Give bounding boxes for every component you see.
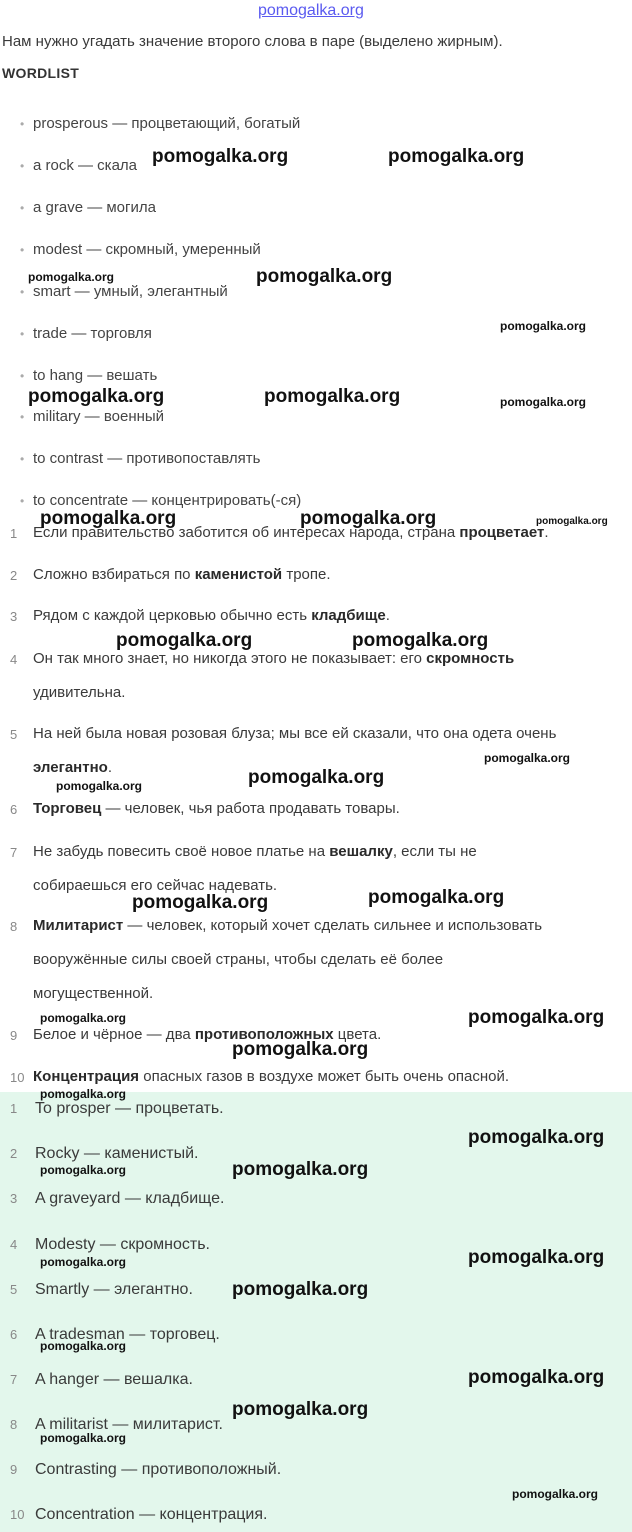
sentence-number: 5 — [10, 727, 18, 742]
sentence-text: , если ты не — [392, 843, 477, 860]
answer-text: Modesty — скромность. — [35, 1236, 210, 1253]
wordlist-item-text: a grave — могила — [33, 199, 156, 216]
sentence-line — [33, 759, 112, 776]
watermark-text: pomogalka.org — [388, 146, 525, 167]
watermark-text: pomogalka.org — [512, 1487, 599, 1501]
watermark-text: pomogalka.org — [116, 630, 253, 651]
sentence-text: тропе. — [282, 566, 331, 583]
answer-text: Concentration — концентрация. — [35, 1506, 268, 1523]
wordlist-item-text: a rock — скала — [33, 157, 138, 174]
sentence-text: собираешься его сейчас надевать. — [33, 877, 278, 894]
answer-item — [10, 1506, 267, 1524]
watermark-text: pomogalka.org — [500, 395, 587, 409]
highlighted-word: скромность — [426, 650, 515, 667]
wordlist-item-text: prosperous — процветающий, богатый — [33, 115, 301, 132]
wordlist-item-text: trade — торговля — [33, 325, 152, 342]
watermark-text: pomogalka.org — [40, 1255, 127, 1269]
sentence-text: удивительна. — [33, 684, 126, 701]
sentence-text: — человек, который хочет сделать сильнее и использовать — [123, 917, 543, 934]
watermark-text: pomogalka.org — [40, 1011, 127, 1025]
bullet-icon: • — [20, 369, 25, 383]
answer-number: 3 — [10, 1191, 18, 1206]
highlighted-word: Концентрация — [33, 1068, 140, 1085]
answer-text: A militarist — милитарист. — [35, 1416, 223, 1433]
answer-item — [10, 1100, 224, 1118]
highlighted-word: Торговец — [33, 800, 102, 817]
wordlist-item — [20, 283, 228, 300]
sentence-line — [33, 1068, 509, 1085]
watermark-text: pomogalka.org — [132, 892, 269, 913]
sentence-text: На ней была новая розовая блуза; мы все ей сказали, что она одета очень — [33, 725, 557, 742]
watermark-text: pomogalka.org — [248, 767, 385, 788]
sentence-line — [33, 566, 331, 583]
watermark-text: pomogalka.org — [232, 1159, 369, 1180]
sentence-text: цвета. — [333, 1026, 382, 1043]
wordlist-item — [20, 199, 156, 216]
watermark-text: pomogalka.org — [40, 1339, 127, 1353]
wordlist-item-text: to hang — вешать — [33, 367, 158, 384]
answers-panel — [0, 1092, 632, 1532]
answer-item — [10, 1371, 193, 1389]
sentence-number: 9 — [10, 1028, 18, 1043]
wordlist-item — [20, 492, 301, 509]
highlighted-word: кладбище — [311, 607, 386, 624]
bullet-icon: • — [20, 327, 25, 341]
answer-text: Contrasting — противоположный. — [35, 1461, 282, 1478]
answer-number: 1 — [10, 1101, 18, 1116]
sentence-text: . — [107, 759, 112, 776]
answer-number: 8 — [10, 1417, 18, 1432]
watermark-text: pomogalka.org — [40, 1431, 127, 1445]
sentence-text: . — [385, 607, 390, 624]
sentence-line — [33, 800, 400, 817]
sentence-text: . — [544, 524, 549, 541]
answer-number: 7 — [10, 1372, 18, 1387]
sentence-text: Рядом с каждой церковью обычно есть — [33, 607, 312, 624]
watermark-text: pomogalka.org — [468, 1247, 605, 1268]
wordlist-item-text: modest — скромный, умеренный — [33, 241, 261, 258]
answer-item — [10, 1190, 224, 1208]
sentence-text: опасных газов в воздухе может быть очень опасной. — [139, 1068, 510, 1085]
answer-text: To prosper — процветать. — [35, 1100, 224, 1117]
bullet-icon: • — [20, 117, 25, 131]
bullet-icon: • — [20, 159, 25, 173]
watermark-text: pomogalka.org — [40, 1163, 127, 1177]
watermark-text: pomogalka.org — [28, 386, 165, 407]
answer-text: A tradesman — торговец. — [35, 1326, 220, 1343]
bullet-icon: • — [20, 494, 25, 508]
watermark-text: pomogalka.org — [232, 1399, 369, 1420]
bullet-icon: • — [20, 201, 25, 215]
sentence-line — [33, 607, 390, 624]
answer-number: 6 — [10, 1327, 18, 1342]
wordlist-item — [20, 157, 137, 174]
sentence-line — [33, 684, 125, 701]
answer-number: 4 — [10, 1237, 18, 1252]
answer-text: A graveyard — кладбище. — [35, 1190, 225, 1207]
watermark-text: pomogalka.org — [40, 1087, 127, 1101]
answer-item — [10, 1281, 193, 1299]
watermark-text: pomogalka.org — [468, 1367, 605, 1388]
sentence-text: Сложно взбираться по — [33, 566, 195, 583]
sentence-number: 4 — [10, 652, 18, 667]
highlighted-word: противоположных — [194, 1026, 334, 1043]
sentence-number: 8 — [10, 919, 18, 934]
wordlist-item-text: to contrast — противопоставлять — [33, 450, 261, 467]
wordlist-item-text: military — военный — [33, 408, 165, 425]
highlighted-word: процветает — [459, 524, 545, 541]
watermark-text: pomogalka.org — [300, 508, 437, 529]
sentence-number: 3 — [10, 609, 18, 624]
watermark-text: pomogalka.org — [40, 508, 177, 529]
sentence-text: Белое и чёрное — два — [33, 1026, 195, 1043]
watermark-text: pomogalka.org — [256, 266, 393, 287]
sentence-text: Если правительство заботится об интересах народа, страна — [33, 524, 460, 541]
watermark-text: pomogalka.org — [264, 386, 401, 407]
sentence-number: 2 — [10, 568, 18, 583]
bullet-icon: • — [20, 285, 25, 299]
wordlist-item — [20, 450, 260, 467]
wordlist-item — [20, 115, 300, 132]
sentence-line — [33, 985, 153, 1002]
answer-number: 5 — [10, 1282, 18, 1297]
answer-number: 10 — [10, 1507, 25, 1522]
sentence-line — [33, 917, 542, 934]
answer-text: Smartly — элегантно. — [35, 1281, 193, 1298]
answer-text: A hanger — вешалка. — [35, 1371, 193, 1388]
watermark-text: pomogalka.org — [232, 1279, 369, 1300]
sentence-line — [33, 650, 514, 667]
wordlist-item — [20, 241, 261, 258]
watermark-text: pomogalka.org — [352, 630, 489, 651]
sentence-text: могущественной. — [33, 985, 154, 1002]
sentence-number: 10 — [10, 1070, 25, 1085]
watermark-text: pomogalka.org — [28, 270, 115, 284]
sentence-text: вооружённые силы своей страны, чтобы сделать её более — [33, 951, 444, 968]
answer-item — [10, 1461, 281, 1479]
sentence-line — [33, 951, 443, 968]
wordlist-item — [20, 367, 157, 384]
answer-item — [10, 1145, 198, 1163]
sentence-line — [33, 843, 477, 860]
sentence-line — [33, 725, 556, 742]
watermark-text: pomogalka.org — [232, 1039, 369, 1060]
watermark-text: pomogalka.org — [500, 319, 587, 333]
highlighted-word: элегантно — [33, 759, 108, 776]
watermark-text: pomogalka.org — [536, 516, 608, 527]
watermark-text: pomogalka.org — [468, 1007, 605, 1028]
answer-item — [10, 1236, 210, 1254]
highlighted-word: Милитарист — [33, 917, 124, 934]
wordlist-item — [20, 325, 152, 342]
bullet-icon: • — [20, 410, 25, 424]
answer-text: Rocky — каменистый. — [35, 1145, 199, 1162]
wordlist-item-text: smart — умный, элегантный — [33, 283, 228, 300]
site-link[interactable]: pomogalka.org — [258, 2, 364, 19]
task-intro: Нам нужно угадать значение второго слова в паре (выделено жирным). — [2, 33, 503, 50]
answer-number: 9 — [10, 1462, 18, 1477]
watermark-text: pomogalka.org — [468, 1127, 605, 1148]
highlighted-word: каменистой — [194, 566, 283, 583]
watermark-text: pomogalka.org — [484, 751, 571, 765]
bullet-icon: • — [20, 452, 25, 466]
watermark-text: pomogalka.org — [152, 146, 289, 167]
sentence-number: 7 — [10, 845, 18, 860]
wordlist-item — [20, 408, 164, 425]
highlighted-word: вешалку — [329, 843, 393, 860]
wordlist-heading: WORDLIST — [2, 65, 80, 81]
bullet-icon: • — [20, 243, 25, 257]
answer-number: 2 — [10, 1146, 18, 1161]
watermark-text: pomogalka.org — [56, 779, 143, 793]
sentence-number: 1 — [10, 526, 18, 541]
sentence-text: Не забудь повесить своё новое платье на — [33, 843, 330, 860]
sentence-text: — человек, чья работа продавать товары. — [101, 800, 400, 817]
wordlist-item-text: to concentrate — концентрировать(-ся) — [33, 492, 302, 509]
sentence-text: Он так много знает, но никогда этого не показывает: его — [33, 650, 427, 667]
sentence-number: 6 — [10, 802, 18, 817]
watermark-text: pomogalka.org — [368, 887, 505, 908]
